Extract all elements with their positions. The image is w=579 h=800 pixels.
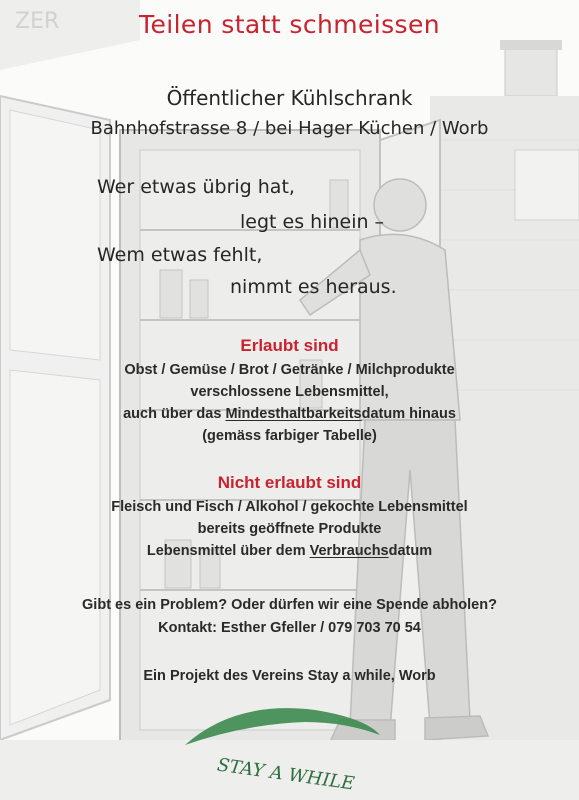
motto-line-3: Wem etwas fehlt, — [97, 244, 263, 266]
allowed-item-3-after: datum hinaus — [361, 406, 456, 422]
not-allowed-item-2: bereits geöffnete Produkte — [197, 521, 382, 537]
subtitle: Öffentlicher Kühlschrank — [166, 86, 413, 110]
motto-line-1: Wer etwas übrig hat, — [97, 176, 295, 198]
best-before-term: Mindesthaltbarkeits — [225, 406, 362, 422]
motto-line-4: nimmt es heraus. — [230, 276, 397, 298]
not-allowed-item-1: Fleisch und Fisch / Alkohol / gekochte Lebensmittel — [111, 499, 468, 515]
allowed-item-2: verschlossene Lebensmittel, — [190, 384, 389, 400]
not-allowed-heading: Nicht erlaubt sind — [217, 473, 362, 492]
address: Bahnhofstrasse 8 / bei Hager Küchen / Worb — [90, 118, 489, 139]
project-credit: Ein Projekt des Vereins Stay a while, Worb — [143, 668, 436, 684]
motto-line-2: legt es hinein – — [240, 211, 385, 233]
problem-question: Gibt es ein Problem? Oder dürfen wir eine Spende abholen? — [82, 597, 497, 613]
not-allowed-item-3-before: Lebensmittel über dem — [146, 543, 310, 559]
not-allowed-item-3 — [0, 543, 579, 559]
not-allowed-item-3-after: datum — [388, 543, 433, 559]
allowed-item-3-before: auch über das — [123, 406, 226, 422]
logo-text: STAY A WHILE — [215, 754, 356, 795]
contact-info: Kontakt: Esther Gfeller / 079 703 70 54 — [158, 620, 421, 636]
allowed-item-3 — [0, 406, 579, 422]
page-title: Teilen statt schmeissen — [139, 10, 440, 39]
allowed-item-1: Obst / Gemüse / Brot / Getränke / Milchprodukte — [124, 362, 455, 378]
stay-a-while-logo — [175, 690, 395, 800]
allowed-heading: Erlaubt sind — [240, 336, 339, 355]
use-by-term: Verbrauchs — [309, 543, 389, 559]
allowed-item-4: (gemäss farbiger Tabelle) — [202, 428, 377, 444]
